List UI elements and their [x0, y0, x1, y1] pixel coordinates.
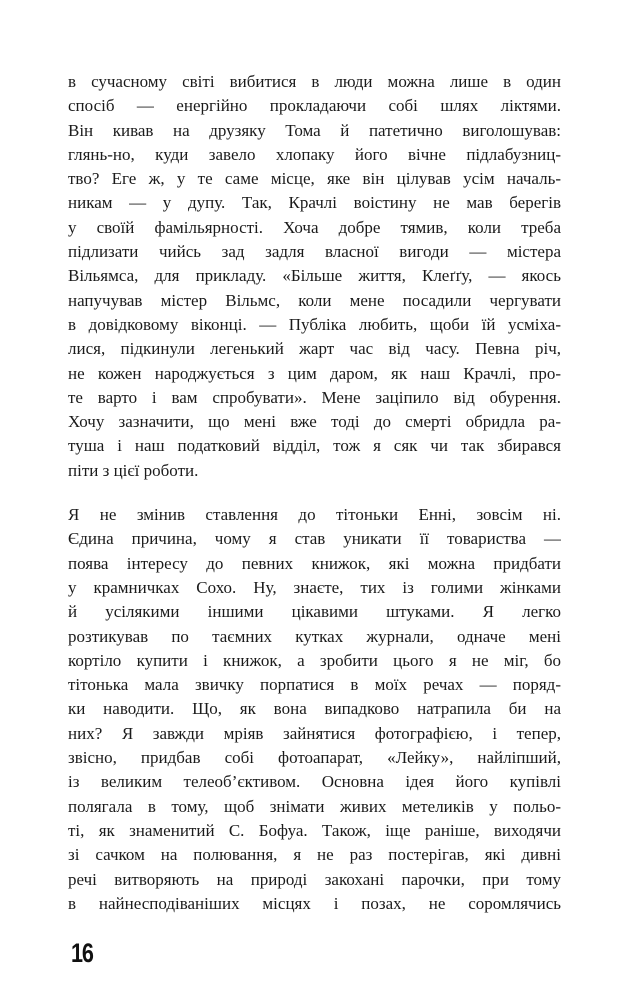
text-line: никам — у дупу. Так, Крачлі воістину не мав берегів: [68, 193, 561, 213]
paragraph-1: [68, 70, 561, 483]
text-line: Хочу зазначити, що мені вже тоді до смерті обридла ра-: [68, 412, 561, 432]
text-line: й усілякими іншими цікавими штуками. Я легко: [68, 602, 561, 622]
paragraph-2: [68, 503, 561, 916]
text-line: тво? Еге ж, у те саме місце, яке він цілував усім началь-: [68, 169, 561, 189]
body-text: [68, 70, 561, 916]
text-line: із великим телеоб’єктивом. Основна ідея його купівлі: [68, 772, 561, 792]
text-line: розтикував по таємних кутках журнали, одначе мені: [68, 626, 561, 646]
text-line: поява інтересу до певних книжок, які можна придбати: [68, 553, 561, 573]
text-line: звісно, придбав собі фотоапарат, «Лейку», найліпший,: [68, 748, 561, 768]
text-line: них? Я завжди мріяв зайнятися фотографією, і тепер,: [68, 723, 561, 743]
text-line: не кожен народжується з цим даром, як наш Крачлі, про-: [68, 363, 561, 383]
text-line: піти з цієї роботи.: [68, 460, 199, 480]
text-line: тітонька мала звичку порпатися в моїх речах — поряд-: [68, 675, 561, 695]
text-line: у крамничках Сохо. Ну, знаєте, тих із голими жінками: [68, 577, 561, 597]
text-line: лися, підкинули легенький жарт час від часу. Певна річ,: [68, 339, 561, 359]
text-line: зі сачком на полювання, я не раз постерігав, які дивні: [68, 845, 561, 865]
text-line: у своїй фамільярності. Хоча добре тямив, коли треба: [68, 217, 561, 237]
text-line: Єдина причина, чому я став уникати її товариства —: [68, 529, 561, 549]
text-line: в сучасному світі вибитися в люди можна лише в один: [68, 72, 561, 91]
text-line: спосіб — енергійно прокладаючи собі шлях ліктями.: [68, 96, 561, 116]
text-line: ті, як знаменитий С. Бофуа. Також, іще раніше, виходячи: [68, 820, 561, 840]
text-line: глянь-но, куди завело хлопаку його вічне підлабузниц-: [68, 144, 561, 164]
text-line: ки наводити. Що, як вона випадково натрапила би на: [68, 699, 561, 719]
text-line: підлизати чийсь зад задля власної вигоди — містера: [68, 242, 561, 262]
text-line: напучував містер Вільмс, коли мене посадили чергувати: [68, 290, 561, 310]
text-line: туша і наш податковий відділ, тож я сяк чи так збирався: [68, 436, 561, 456]
page-number: 16: [71, 938, 93, 968]
text-line: Вільямса, для прикладу. «Більше життя, Клеґґу, — якось: [68, 266, 561, 286]
text-line: кортіло купити і книжок, а зробити цього я не міг, бо: [68, 650, 561, 670]
text-line: полягала в тому, щоб знімати живих метеликів у польо-: [68, 796, 561, 816]
text-line: те варто і вам спробувати». Мене заціпило від обурення.: [68, 387, 561, 407]
text-line: Я не змінив ставлення до тітоньки Енні, зовсім ні.: [68, 505, 561, 525]
text-line: речі витворяють на природі закохані парочки, при тому: [68, 869, 561, 889]
text-line: Він кивав на друзяку Тома й патетично виголошував:: [68, 120, 561, 140]
text-line: в найнесподіваніших місцях і позах, не соромлячись: [68, 893, 561, 913]
text-line: в довідковому віконці. — Публіка любить, щоби їй усміха-: [68, 314, 561, 334]
